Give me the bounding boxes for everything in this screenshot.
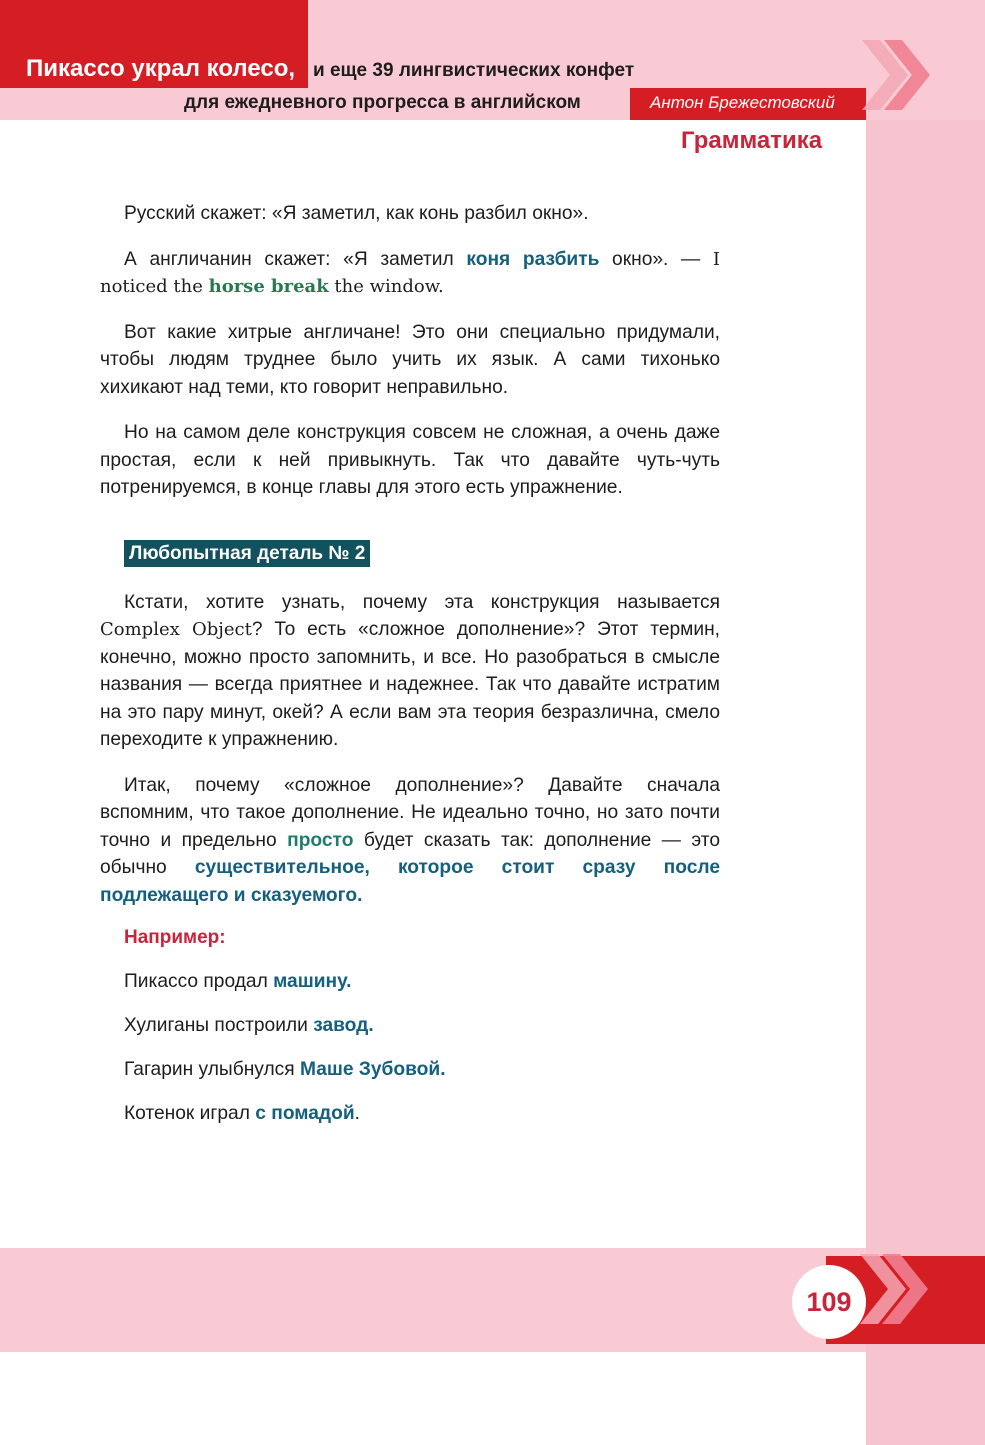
page-number-badge xyxy=(792,1265,866,1339)
book-subtitle-line-2: для ежедневного прогресса в английском xyxy=(184,92,581,113)
paragraph-2 xyxy=(100,246,720,301)
example-4 xyxy=(124,1101,720,1127)
page-number: 109 xyxy=(806,1286,852,1317)
footer-band xyxy=(0,1248,866,1352)
example-3 xyxy=(124,1057,720,1083)
paragraph-6-highlight-1: просто xyxy=(287,829,354,851)
paragraph-2-highlight: коня разбить xyxy=(466,248,600,270)
english-example-2: the window. xyxy=(328,276,444,297)
paragraph-2-text-2: окно». — xyxy=(599,248,713,270)
paragraph-6 xyxy=(100,772,720,910)
double-chevron-right-icon xyxy=(856,1252,928,1326)
double-chevron-right-icon xyxy=(858,38,930,112)
section-title: Грамматика xyxy=(681,127,823,154)
paragraph-6-text-2: будет сказать так: дополнение — это обычно xyxy=(100,829,720,878)
example-highlight: Маше Зубовой. xyxy=(299,1059,446,1080)
paragraph-2-text-1: А англичанин скажет: «Я заметил xyxy=(124,248,467,270)
examples-heading: Например: xyxy=(124,927,226,948)
side-band xyxy=(866,120,985,1445)
paragraph-6-highlight-2: существительное, которое стоит сразу после подлежащего и сказуемого. xyxy=(100,857,720,906)
example-text: Пикассо продал xyxy=(124,971,274,992)
author-name: Антон Брежестовский xyxy=(650,93,835,112)
example-text: Гагарин улыбнулся xyxy=(124,1059,300,1080)
english-example-highlight: horse break xyxy=(208,276,329,297)
example-highlight: с помадой xyxy=(255,1103,355,1124)
paragraph-4: Но на самом деле конструкция совсем не сложная, а очень даже простая, если к ней привыкнуть. Так что давайте чуть-чуть потренируемся, в конце главы для этого есть упражнение. xyxy=(100,422,720,498)
paragraph-1: Русский скажет: «Я заметил, как конь разбил окно». xyxy=(124,203,589,224)
paragraph-5-text-2: ? То есть «сложное дополнение»? Этот термин, конечно, можно просто запомнить, и все. Но разобраться в смысле названия — всегда приятнее и надежнее. Так что давайте истратим на это пару минут, окей? А если вам эта теория безразлична, смело переходите к упражнению. xyxy=(100,619,720,750)
paragraph-5-text-1: Кстати, хотите узнать, почему эта конструкция называется xyxy=(124,591,720,613)
example-text: Хулиганы построили xyxy=(124,1015,314,1036)
example-tail: . xyxy=(354,1103,360,1124)
example-2 xyxy=(124,1013,720,1039)
paragraph-5-english-term: Complex Object xyxy=(100,619,252,640)
paragraph-5 xyxy=(100,589,720,754)
example-text: Котенок играл xyxy=(124,1103,256,1124)
book-subtitle-line-1: и еще 39 лингвистических конфет xyxy=(313,60,635,81)
paragraph-3: Вот какие хитрые англичане! Это они специально придумали, чтобы людям труднее было учить их язык. А сами тихонько хихикают над теми, кто говорит неправильно. xyxy=(100,321,720,398)
paragraph-6-text-1: Итак, почему «сложное дополнение»? Давайте сначала вспомним, что такое дополнение. Не идеально точно, но зато почти точно и предельно xyxy=(100,774,720,851)
detail-heading: Любопытная деталь № 2 xyxy=(124,540,370,567)
english-example-1: I noticed the xyxy=(100,248,720,297)
page-content xyxy=(100,200,720,1145)
example-highlight: машину. xyxy=(273,971,352,992)
book-title: Пикассо украл колесо, xyxy=(26,55,296,82)
example-1 xyxy=(124,969,720,995)
example-highlight: завод. xyxy=(313,1015,374,1036)
